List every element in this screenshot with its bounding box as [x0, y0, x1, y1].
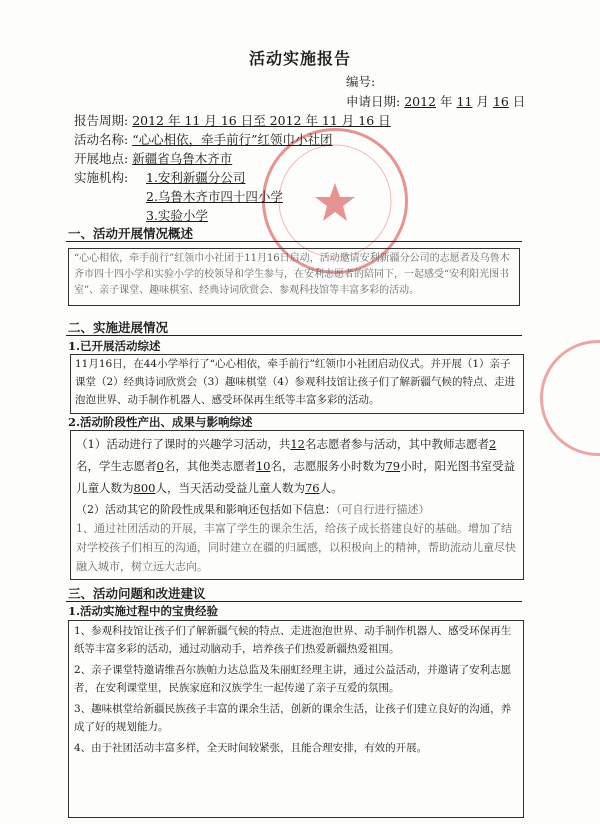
location-label: 开展地点:	[74, 151, 129, 166]
experience-list	[74, 622, 518, 757]
section-2-title: 二、实施进展情况	[68, 320, 169, 335]
section-1-title: 一、活动开展情况概述	[68, 226, 194, 241]
apply-day: 16	[492, 94, 509, 109]
stats-paragraph	[76, 433, 518, 499]
location-row	[74, 149, 232, 167]
org-item: 3.实验小学	[146, 208, 208, 223]
service-hours: 79	[385, 459, 401, 473]
org-item: 1.安利新疆分公司	[146, 170, 246, 185]
experience-item: 4、由于社团活动丰富多样，全天时间较紧张，且能合理安排，有效的开展。	[74, 742, 428, 754]
other-results-row	[76, 500, 518, 519]
stats-text: 名，志愿服务小时数为	[270, 459, 386, 473]
stats-text: 人，当天活动受益儿童人数为	[155, 481, 305, 495]
period-value: 2012 年 11 月 16 日至 2012 年 11 月 16 日	[132, 113, 391, 128]
experience-item: 2、亲子课堂特邀请维吾尔族帕力达总监及朱丽虹经理主讲，通过公益活动，并邀请了安利志愿者，在安利课堂里，民族家庭和汉族学生一起传递了亲子互爱的氛围。	[74, 664, 512, 694]
stats-text: 人。	[319, 481, 343, 495]
apply-month: 11	[456, 94, 473, 109]
activity-name-row	[74, 130, 333, 148]
teacher-volunteers: 2	[488, 437, 497, 451]
divider	[66, 335, 522, 336]
divider	[66, 601, 522, 602]
section-2-1-title: 1.已开展活动综述	[68, 339, 161, 353]
org-label: 实施机构:	[74, 170, 129, 185]
section-3-title: 三、活动问题和改进建议	[68, 586, 206, 601]
month-char: 月	[476, 94, 489, 109]
number-label: 编号:	[346, 74, 376, 89]
stats-text: 名，其他类志愿者	[163, 459, 256, 473]
section-2-2-title: 2.活动阶段性产出、成果与影响综述	[68, 415, 253, 429]
other-results-label: （2）活动其它的阶段性成果和影响还包括如下信息：	[76, 503, 336, 516]
report-period-row	[74, 111, 391, 129]
activity-label: 活动名称:	[74, 132, 129, 147]
stats-text: （1）活动进行了课时的兴趣学习活动，共	[76, 437, 291, 451]
today-beneficiaries: 76	[304, 481, 320, 495]
section-2-1-text: 11月16日，在44小学举行了“心心相依，牵手前行”红领巾小社团启动仪式。并开展（1）亲子课堂（2）经典诗词欣赏会（3）趣味棋堂（4）参观科技馆让孩子们了解新疆气候的特点、走进泡泡世界、动手制作机器人、感受环保再生纸等丰富多彩的活动。	[75, 358, 516, 406]
library-beneficiaries: 800	[133, 481, 156, 495]
experience-item: 1、参观科技馆让孩子们了解新疆气候的特点、走进泡泡世界、动手制作机器人、感受环保再生纸等丰富多彩的活动，通过动脑动手，培养孩子们热爱新疆热爱祖国。	[74, 625, 512, 655]
period-label: 报告周期:	[74, 113, 129, 128]
other-results-text: 1、通过社团活动的开展，丰富了学生的课余生活，给孩子成长搭建良好的基础。增加了结对学校孩子们相互的沟通，同时建立在疆的归属感，以积极向上的精神，帮助流动儿童尽快融入城市，树立远大志向。	[76, 522, 516, 573]
section-3-1-title: 1.活动实施过程中的宝贵经验	[68, 604, 219, 618]
divider	[66, 241, 522, 242]
student-volunteers: 0	[156, 459, 164, 473]
org-item: 2.乌鲁木齐市四十四小学	[146, 189, 283, 204]
experience-item: 3、趣味棋堂给新疆民族孩子丰富的课余生活，创新的课余生活，让孩子们建立良好的沟通，养成了好的规划能力。	[74, 703, 512, 733]
stats-text: 名志愿者参与活动，其中教师志愿者	[304, 437, 489, 451]
apply-year: 2012	[404, 94, 437, 109]
stats-text: 名，学生志愿者	[76, 459, 157, 473]
section-1-text: “心心相依，牵手前行”红领巾小社团于11月16日启动，活动邀请安利新疆分公司的志愿者及乌鲁木齐市四十四小学和实验小学的校领导和学生参与，在安利志愿者的陪同下，一起感受“安利阳光图书室”、亲子课堂、趣味棋室、经典诗词欣赏会、参观科技馆等丰富多彩的活动。	[74, 253, 510, 296]
location-value: 新疆省乌鲁木齐市	[132, 151, 233, 166]
activity-name: “心心相依，牵手前行”红领巾小社团	[132, 132, 333, 147]
apply-date-label: 申请日期:	[346, 94, 401, 109]
total-volunteers: 12	[290, 437, 305, 451]
day-char: 日	[512, 94, 526, 109]
other-volunteers: 10	[255, 459, 271, 473]
year-char: 年	[440, 94, 453, 109]
stats-text: 小时，阳光图书室受益儿童人数为	[76, 459, 516, 495]
document-title: 活动实施报告	[248, 49, 351, 68]
apply-date-row	[346, 92, 525, 110]
partial-seal-stamp	[540, 340, 600, 456]
other-results-hint: （可自行进行描述）	[336, 503, 430, 516]
